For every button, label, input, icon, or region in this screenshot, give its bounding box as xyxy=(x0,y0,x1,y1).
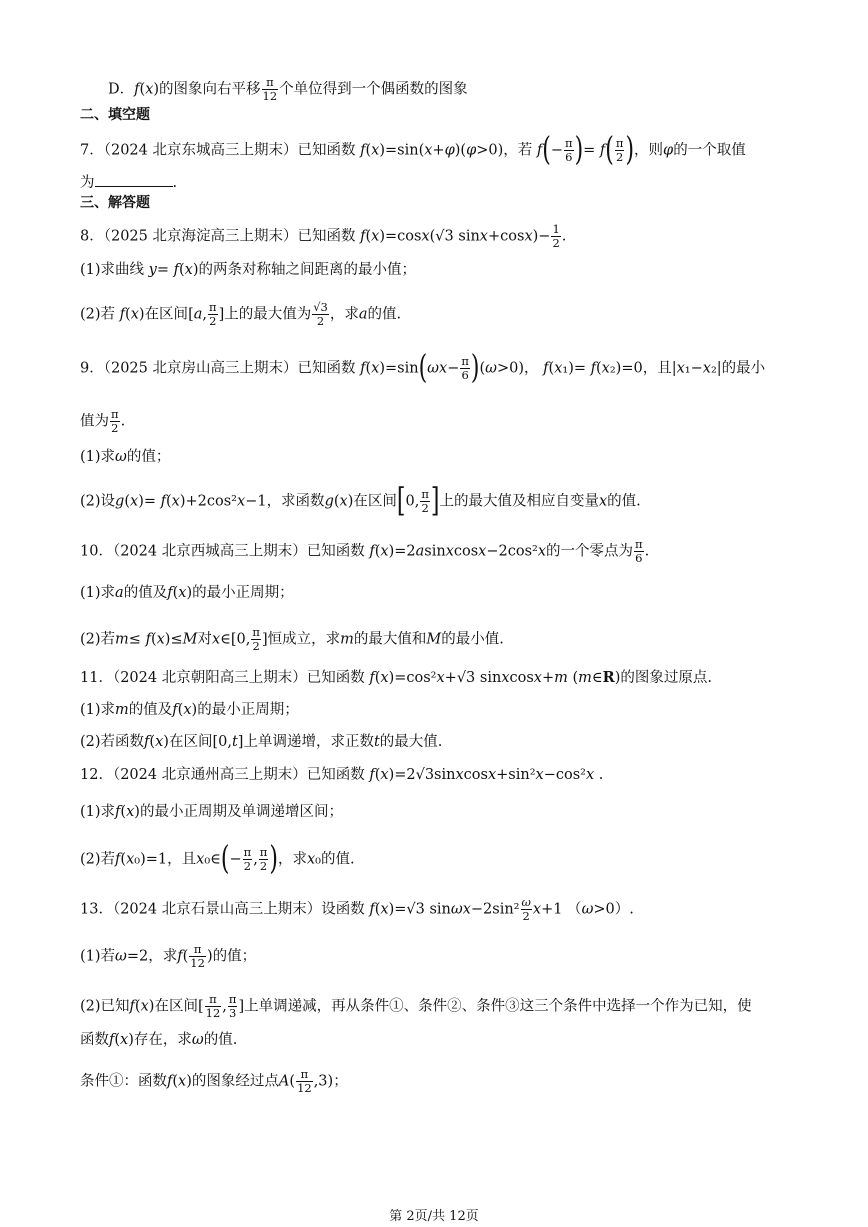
question-9: 9．（2025 北京房山高三上期末）已知函数 f(x)=sin(ωx− $\frac{\pi}{6}$ )(ω>0)， f(x₁)= f(x₂)=0，且|x₁−x₂|的最小 xyxy=(80,349,766,387)
question-7-line2: 为 . xyxy=(80,172,808,193)
question-8-part2: (2)若 f(x)在区间[a, $\frac{\pi}{2}$ ]上的最大值为 $\frac{√3}{2}$ ，求a的值. xyxy=(80,300,402,328)
question-12-part1: (1)求f(x)的最小正周期及单调递增区间； xyxy=(80,804,343,820)
question-13: 13．（2024 北京石景山高三上期末）设函数 f(x)=√3 sinωx−2sin² $\frac{\omega}{2}$ x+1 （ω>0）. xyxy=(80,895,634,923)
question-11-part1: (1)求m的值及f(x)的最小正周期； xyxy=(80,702,299,718)
question-9-line2: 值为 $\frac{\pi}{2}$ . xyxy=(80,407,126,435)
question-13-part1: (1)若ω=2，求f( $\frac{\pi}{12}$ )的值； xyxy=(80,942,257,970)
section-heading-solve: 三、解答题 xyxy=(80,195,150,211)
question-8: 8．（2025 北京海淀高三上期末）已知函数 f(x)=cosx(√3 sinx+cosx)− $\frac{1}{2}$ . xyxy=(80,222,567,250)
fraction: $\frac{\pi}{12}$ xyxy=(262,75,278,103)
question-12-part2: (2)若f(x₀)=1，且x₀∈(− $\frac{\pi}{2}$ , $\frac{\pi}{2}$ )，求x₀的值. xyxy=(80,840,355,878)
question-13-condition-1: 条件①：函数f(x)的图象经过点A( $\frac{\pi}{12}$ ,3)； xyxy=(80,1067,348,1095)
question-11: 11．（2024 北京朝阳高三上期末）已知函数 f(x)=cos²x+√3 sinxcosx+m (m∈R)的图象过原点. xyxy=(80,669,712,686)
option-d: D．f(x)的图象向右平移 $\frac{\pi}{12}$ 个单位得到一个偶函数的图象 xyxy=(108,75,468,103)
question-13-part2: (2)已知f(x)在区间[ $\frac{\pi}{12}$ , $\frac{\pi}{3}$ ]上单调递减，再从条件①、条件②、条件③这三个条件中选择一个作为已知，使 xyxy=(80,992,752,1020)
section-heading-fill: 二、填空题 xyxy=(80,107,150,123)
answer-blank[interactable] xyxy=(95,172,173,187)
page-footer: 第 2页/共 12页 xyxy=(389,1209,479,1224)
question-13-part2-line2: 函数f(x)存在，求ω的值. xyxy=(80,1032,238,1048)
question-9-part2: (2)设g(x)= f(x)+2cos²x−1，求函数g(x)在区间[0, $\frac{\pi}{2}$ ]上的最大值及相应自变量x的值. xyxy=(80,482,641,520)
question-10-part2: (2)若m≤ f(x)≤M对x∈[0, $\frac{\pi}{2}$ ]恒成立，求m的最大值和M的最小值. xyxy=(80,625,504,653)
option-d-label: D． xyxy=(108,81,135,98)
question-7: 7．（2024 北京东城高三上期末）已知函数 f(x)=sin(x+φ)(φ>0)，若 f(− $\frac{\pi}{6}$ )= f( $\frac{\pi}{2}$ )，则φ的一个取值 xyxy=(80,131,746,169)
question-11-part2: (2)若函数f(x)在区间[0,t]上单调递增，求正数t的最大值. xyxy=(80,734,443,750)
question-10-part1: (1)求a的值及f(x)的最小正周期； xyxy=(80,585,294,601)
question-8-part1: (1)求曲线 y= f(x)的两条对称轴之间距离的最小值； xyxy=(80,262,417,278)
question-9-part1: (1)求ω的值； xyxy=(80,449,171,465)
question-10: 10．（2024 北京西城高三上期末）已知函数 f(x)=2asinxcosx−2cos²x的一个零点为 $\frac{\pi}{6}$ . xyxy=(80,537,650,565)
question-12: 12．（2024 北京通州高三上期末）已知函数 f(x)=2√3sinxcosx+sin²x−cos²x . xyxy=(80,767,604,783)
